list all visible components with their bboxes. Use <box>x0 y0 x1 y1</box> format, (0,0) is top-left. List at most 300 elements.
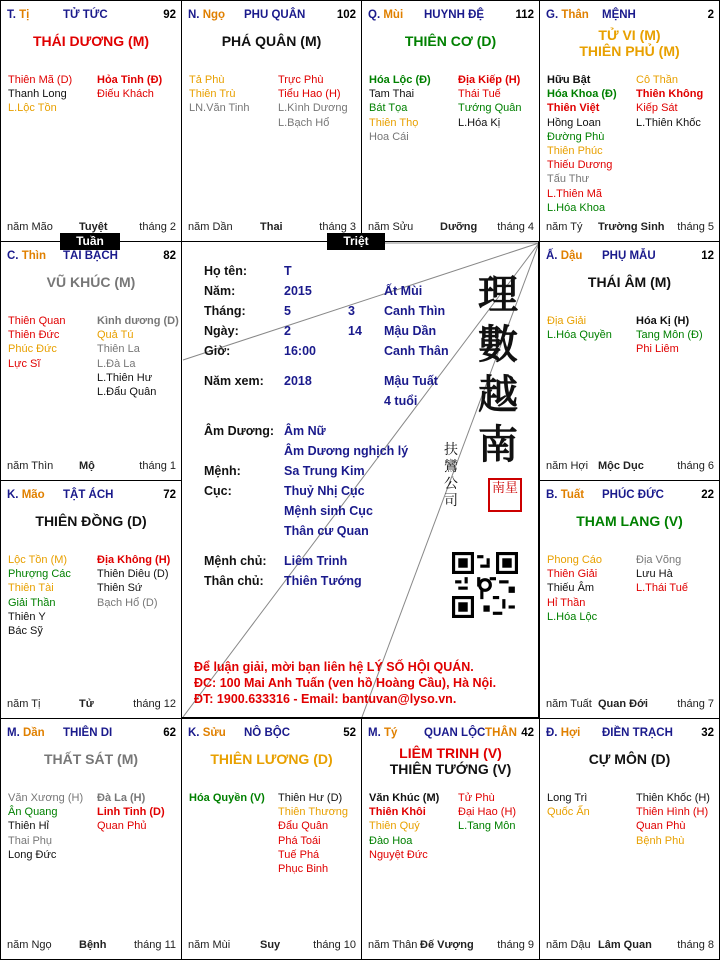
minor-stars-right <box>278 73 348 130</box>
palace-branch: Mùi <box>383 9 404 21</box>
palace-branch: Dậu <box>560 250 583 262</box>
minor-star: Thiên Việt <box>547 102 600 115</box>
minor-star: L.Thiên Mã <box>547 187 603 200</box>
minor-stars-right <box>97 553 170 610</box>
value-amduong: Âm Nữ <box>284 424 326 438</box>
minor-star: Thiên La <box>97 343 140 356</box>
minor-star: Giải Thần <box>8 596 56 609</box>
minor-star: Thiên Hỉ <box>8 820 49 833</box>
minor-star: Lưu Hà <box>636 568 673 581</box>
palace-stage: Bệnh <box>79 939 107 951</box>
palace-month: tháng 1 <box>139 460 176 472</box>
palace-position <box>546 250 582 262</box>
label-day: Ngày: <box>204 324 239 338</box>
palace-month: tháng 7 <box>677 698 714 710</box>
palace-footer <box>362 939 539 953</box>
value-cuc: Thuỷ Nhị Cục <box>284 484 365 498</box>
palace-month: tháng 4 <box>497 221 534 233</box>
palace-branch: Ngọ <box>202 9 226 21</box>
small-calligraphy-char: 扶 <box>444 442 458 458</box>
contact-line-3: ĐT: 1900.633316 - Email: bantuvan@lyso.vn. <box>194 692 457 706</box>
label-cuc: Cục: <box>204 484 232 498</box>
minor-star: Địa Không (H) <box>97 554 171 566</box>
palace-tuat <box>539 480 720 719</box>
palace-month: tháng 5 <box>677 221 714 233</box>
minor-star: Nguyệt Đức <box>369 848 428 861</box>
value-day-lunar: 14 <box>348 324 362 338</box>
value-cuc-relation: Mệnh sinh Cục <box>284 504 373 518</box>
palace-name: MỆNH <box>602 9 636 21</box>
minor-stars-left <box>369 73 431 144</box>
palace-header <box>540 727 719 741</box>
palace-month: tháng 10 <box>313 939 356 951</box>
palace-stage: Dưỡng <box>440 221 478 233</box>
minor-stars-left <box>8 553 71 638</box>
minor-star: Thiên Hình (H) <box>636 806 709 819</box>
minor-star: Thiên Khôi <box>369 806 426 819</box>
minor-star: Thiên Phúc <box>547 145 603 158</box>
palace-ti <box>0 0 182 242</box>
calligraphy-char: 南 <box>478 421 518 468</box>
palace-stem: N. <box>188 9 200 21</box>
label-hour: Giờ: <box>204 344 231 358</box>
minor-star: Hồng Loan <box>547 116 601 129</box>
minor-star: Đẩu Quân <box>278 820 329 833</box>
palace-footer <box>1 460 181 474</box>
palace-branch: Thân <box>561 9 589 21</box>
minor-star: Lực Sĩ <box>8 357 41 370</box>
palace-suu <box>181 718 362 960</box>
value-month-canchi: Canh Thìn <box>384 304 446 318</box>
palace-footer <box>1 698 181 712</box>
minor-star: Quan Phù <box>636 820 686 833</box>
value-month-solar: 5 <box>284 304 291 318</box>
main-star: THẤT SÁT (M) <box>43 751 139 767</box>
palace-number: 102 <box>336 9 356 21</box>
palace-name: QUAN LỘC <box>424 727 486 739</box>
minor-star: Đại Hao (H) <box>458 806 517 819</box>
palace-branch: Tuất <box>560 489 585 501</box>
value-month-lunar: 3 <box>348 304 355 318</box>
palace-branch: Tý <box>383 727 398 739</box>
minor-stars-right <box>636 73 703 130</box>
palace-ngo <box>181 0 362 242</box>
minor-star: Thiên Hư (D) <box>278 792 343 804</box>
minor-star: L.Tang Môn <box>458 820 516 833</box>
minor-star: Phượng Các <box>8 568 71 581</box>
palace-stem: Ấ. <box>546 250 558 262</box>
palace-stage: Tử <box>79 698 94 710</box>
palace-year: năm Tý <box>546 221 583 233</box>
palace-header <box>362 9 539 23</box>
palace-year: năm Tuất <box>546 698 592 710</box>
small-calligraphy-char: 公 <box>444 476 458 492</box>
main-star: THÁI ÂM (M) <box>587 274 672 290</box>
palace-footer <box>540 939 719 953</box>
value-hour: 16:00 <box>284 344 316 358</box>
palace-branch: Sửu <box>202 727 226 739</box>
minor-star: Thiên Khốc (H) <box>636 792 710 804</box>
minor-star: Quốc Ấn <box>547 806 590 819</box>
palace-name: TẬT ÁCH <box>63 489 114 501</box>
value-day-canchi: Mậu Dần <box>384 324 437 338</box>
palace-branch: Hợi <box>560 727 581 739</box>
palace-month: tháng 12 <box>133 698 176 710</box>
minor-star: Hóa Quyền (V) <box>189 792 265 804</box>
minor-stars-left <box>8 73 72 116</box>
main-star: PHÁ QUÂN (M) <box>221 33 322 49</box>
value-year-canchi: Ất Mùi <box>384 284 423 298</box>
calligraphy-char: 越 <box>478 371 518 418</box>
minor-star: L.Thiên Khốc <box>636 116 701 129</box>
minor-stars-right <box>97 791 165 834</box>
palace-number: 42 <box>521 727 534 739</box>
palace-year: năm Hợi <box>546 460 589 472</box>
value-menh: Sa Trung Kim <box>284 464 365 478</box>
palace-position <box>546 727 580 739</box>
palace-stem: G. <box>546 9 559 21</box>
minor-star: Tướng Quân <box>458 102 522 115</box>
minor-star: L.Kình Dương <box>278 102 348 115</box>
palace-ty <box>361 718 540 960</box>
minor-star: L.Bạch Hổ <box>278 116 330 129</box>
palace-number: 92 <box>163 9 176 21</box>
minor-star: Thiên Sứ <box>97 582 143 595</box>
palace-thin <box>0 241 182 481</box>
palace-name: PHỤ MẪU <box>602 250 656 262</box>
value-day-solar: 2 <box>284 324 291 338</box>
palace-header <box>1 9 181 23</box>
palace-number: 12 <box>701 250 714 262</box>
main-star: THIÊN ĐỒNG (D) <box>35 513 147 529</box>
minor-star: Thiên Thương <box>278 806 349 819</box>
minor-star: Thiên Y <box>8 610 46 623</box>
minor-star: LN.Văn Tinh <box>189 102 250 115</box>
minor-star: Thiên Tài <box>8 582 54 595</box>
minor-star: L.Hóa Quyền <box>547 329 612 342</box>
minor-star: L.Hóa Kị <box>458 116 501 129</box>
palace-year: năm Sửu <box>368 221 414 233</box>
palace-header <box>182 727 361 741</box>
value-than-chu: Thiên Tướng <box>284 574 362 588</box>
palace-name: ĐIỀN TRẠCH <box>602 727 673 739</box>
palace-position <box>368 9 403 21</box>
value-year: 2015 <box>284 284 312 298</box>
main-star: THIÊN CƠ (D) <box>404 33 497 49</box>
palace-header <box>182 9 361 23</box>
palace-branch: Dần <box>22 727 45 739</box>
minor-star: Linh Tinh (D) <box>97 806 165 819</box>
minor-star: Bạch Hổ (D) <box>97 596 158 609</box>
palace-stage: Suy <box>260 939 281 951</box>
palace-footer <box>362 221 539 235</box>
minor-star: Thái Tuế <box>458 88 501 101</box>
palace-number: 82 <box>163 250 176 262</box>
palace-position <box>368 727 397 739</box>
label-menh-chu: Mệnh chủ: <box>204 554 267 568</box>
minor-stars-left <box>547 791 590 819</box>
minor-star: Địa Giải <box>547 315 587 327</box>
palace-header <box>540 250 719 264</box>
palace-branch: Thìn <box>21 250 46 262</box>
value-than-cu: Thân cư Quan <box>284 524 369 538</box>
small-calligraphy-char: 司 <box>444 493 458 509</box>
label-name: Họ tên: <box>204 264 248 278</box>
palace-year: năm Dậu <box>546 939 591 951</box>
value-menh-chu: Liêm Trinh <box>284 554 348 568</box>
palace-name: TÀI BẠCH <box>63 250 118 262</box>
palace-header <box>540 489 719 503</box>
palace-stem: Q. <box>368 9 381 21</box>
palace-month: tháng 9 <box>497 939 534 951</box>
calligraphy-logo <box>468 270 528 470</box>
palace-name: THIÊN DI <box>63 727 113 739</box>
palace-position <box>188 9 225 21</box>
than-marker: THÂN <box>485 727 517 739</box>
minor-star: Trực Phù <box>278 74 324 86</box>
palace-stem: Đ. <box>546 727 558 739</box>
palace-number: 32 <box>701 727 714 739</box>
minor-star: Kình dương (D) <box>97 315 179 327</box>
minor-star: Văn Khúc (M) <box>369 792 440 804</box>
palace-stage: Tuyệt <box>79 221 108 233</box>
palace-dan <box>0 718 182 960</box>
minor-stars-right <box>636 314 703 357</box>
minor-star: Tả Phù <box>189 74 225 86</box>
minor-star: Kiếp Sát <box>636 102 678 115</box>
minor-stars-right <box>97 73 162 101</box>
palace-stem: M. <box>368 727 381 739</box>
minor-star: Thiên Quý <box>369 820 420 833</box>
minor-stars-left <box>189 791 265 805</box>
small-calligraphy <box>444 442 460 510</box>
minor-star: Lộc Tồn (M) <box>8 554 68 566</box>
palace-year: năm Mão <box>7 221 53 233</box>
minor-star: Hóa Khoa (Đ) <box>547 88 617 101</box>
palace-month: tháng 2 <box>139 221 176 233</box>
minor-stars-right <box>458 73 522 130</box>
palace-year: năm Thìn <box>7 460 54 472</box>
minor-star: Tiểu Hao (H) <box>278 88 341 101</box>
minor-star: Đường Phù <box>547 130 605 143</box>
palace-stem: K. <box>7 489 19 501</box>
minor-star: Phong Cáo <box>547 554 603 566</box>
minor-star: Quan Phủ <box>97 820 147 833</box>
label-menh: Mệnh: <box>204 464 241 478</box>
label-year: Năm: <box>204 284 236 298</box>
minor-star: Bệnh Phù <box>636 834 685 847</box>
main-star: THÁI DƯƠNG (M) <box>32 33 150 49</box>
palace-mui <box>361 0 540 242</box>
value-view-year-canchi: Mậu Tuất <box>384 374 438 388</box>
palace-header <box>1 489 181 503</box>
minor-star: Điếu Khách <box>97 88 154 101</box>
value-amduong-relation: Âm Dương nghịch lý <box>284 444 409 458</box>
minor-stars-right <box>278 791 348 876</box>
main-star: CỰ MÔN (D) <box>588 751 671 767</box>
minor-star: Hỏa Tinh (Đ) <box>97 74 163 86</box>
value-hour-canchi: Canh Thân <box>384 344 449 358</box>
label-month: Tháng: <box>204 304 246 318</box>
minor-star: Phục Binh <box>278 863 329 876</box>
palace-position <box>188 727 226 739</box>
contact-line-1: Để luận giải, mời bạn liên hệ LÝ SỐ HỘI QUÁN. <box>194 660 474 674</box>
palace-footer <box>540 221 719 235</box>
palace-header <box>362 727 539 741</box>
minor-star: Hỉ Thần <box>547 596 586 609</box>
minor-star: Đào Hoa <box>369 834 413 847</box>
minor-star: Thiên Giải <box>547 568 598 581</box>
minor-star: Hoa Cái <box>369 130 409 143</box>
main-star: THIÊN TƯỚNG (V) <box>389 761 512 777</box>
palace-stage: Trường Sinh <box>598 221 665 233</box>
minor-stars-left <box>189 73 250 116</box>
minor-stars-left <box>547 314 612 342</box>
palace-month: tháng 8 <box>677 939 714 951</box>
palace-name: HUYNH ĐỆ <box>424 9 485 21</box>
palace-name: NÔ BỘC <box>244 727 290 739</box>
palace-name: TỬ TỨC <box>63 9 108 21</box>
minor-star: Quả Tú <box>97 329 134 342</box>
minor-star: Thanh Long <box>8 88 67 101</box>
minor-star: Địa Võng <box>636 554 682 566</box>
minor-star: Thiên Quan <box>8 315 66 327</box>
palace-position <box>546 489 584 501</box>
palace-stem: B. <box>546 489 558 501</box>
palace-year: năm Tị <box>7 698 41 710</box>
label-than-chu: Thân chủ: <box>204 574 264 588</box>
minor-star: Bát Tọa <box>369 102 408 115</box>
palace-number: 62 <box>163 727 176 739</box>
minor-star: Hữu Bật <box>547 74 591 86</box>
minor-stars-left <box>547 553 602 624</box>
main-star: THIÊN LƯƠNG (D) <box>210 751 333 767</box>
minor-star: L.Đẩu Quân <box>97 386 157 399</box>
minor-star: L.Thiên Hư <box>97 371 153 384</box>
palace-stage: Thai <box>260 221 283 233</box>
small-calligraphy-char: 鸞 <box>444 459 458 475</box>
tuan-tag: Tuần <box>60 233 120 250</box>
palace-stem: T. <box>7 9 16 21</box>
palace-branch: Mão <box>21 489 45 501</box>
minor-star: Thiên Thọ <box>369 116 419 129</box>
palace-branch: Tị <box>19 9 30 21</box>
palace-number: 112 <box>515 9 534 21</box>
minor-star: Văn Xương (H) <box>8 792 84 804</box>
palace-stem: C. <box>7 250 19 262</box>
palace-number: 52 <box>343 727 356 739</box>
minor-star: Bác Sỹ <box>8 625 43 638</box>
palace-header <box>1 250 181 264</box>
minor-star: Hóa Kị (H) <box>636 315 690 327</box>
minor-star: Cô Thần <box>636 74 678 86</box>
palace-number: 2 <box>707 9 714 21</box>
palace-mao <box>0 480 182 719</box>
main-star: VŨ KHÚC (M) <box>46 274 136 290</box>
palace-stem: M. <box>7 727 20 739</box>
minor-star: Thiên Mã (D) <box>8 74 73 86</box>
minor-stars-left <box>369 791 439 862</box>
palace-footer <box>540 698 719 712</box>
label-view-year: Năm xem: <box>204 374 264 388</box>
minor-star: Thiên Không <box>636 88 704 101</box>
value-view-year: 2018 <box>284 374 312 388</box>
minor-stars-right <box>636 553 688 596</box>
main-star: THIÊN PHỦ (M) <box>579 43 680 59</box>
palace-year: năm Thân <box>368 939 418 951</box>
minor-star: Tấu Thư <box>547 173 590 186</box>
minor-star: L.Đà La <box>97 357 136 370</box>
minor-stars-left <box>547 73 617 215</box>
palace-header <box>540 9 719 23</box>
triet-tag: Triệt <box>327 233 385 250</box>
calligraphy-char: 理 <box>478 271 518 318</box>
minor-star: Tử Phù <box>458 792 495 804</box>
minor-star: Đà La (H) <box>97 792 146 804</box>
palace-stage: Mộc Dục <box>598 460 644 472</box>
minor-star: Phi Liêm <box>636 343 679 356</box>
palace-header <box>1 727 181 741</box>
palace-position <box>7 9 29 21</box>
minor-star: Phúc Đức <box>8 343 57 356</box>
palace-position <box>546 9 589 21</box>
palace-footer <box>182 939 361 953</box>
minor-star: Hóa Lộc (Đ) <box>369 74 431 86</box>
value-age: 4 tuổi <box>384 394 418 408</box>
minor-star: Long Trì <box>547 792 588 804</box>
palace-hoi <box>539 718 720 960</box>
calligraphy-char: 數 <box>478 321 518 368</box>
main-star: THAM LANG (V) <box>576 513 683 529</box>
minor-stars-right <box>458 791 516 834</box>
value-name: T <box>284 264 292 278</box>
minor-star: Thiếu Âm <box>547 582 595 595</box>
minor-star: Thiên Diêu (D) <box>97 568 169 581</box>
minor-star: Tam Thai <box>369 88 415 101</box>
palace-name: PHU QUÂN <box>244 9 306 21</box>
palace-month: tháng 6 <box>677 460 714 472</box>
minor-star: L.Thái Tuế <box>636 582 688 595</box>
palace-stage: Lâm Quan <box>598 939 652 951</box>
palace-year: năm Dần <box>188 221 233 233</box>
minor-star: Tang Môn (Đ) <box>636 329 703 342</box>
main-star: TỬ VI (M) <box>598 27 661 43</box>
minor-star: L.Hóa Khoa <box>547 201 606 214</box>
palace-month: tháng 3 <box>319 221 356 233</box>
palace-number: 72 <box>163 489 176 501</box>
palace-year: năm Ngọ <box>7 939 52 951</box>
palace-dau <box>539 241 720 481</box>
palace-position <box>7 727 45 739</box>
minor-stars-left <box>8 314 65 371</box>
minor-star: L.Hóa Lộc <box>547 610 598 623</box>
palace-stem: K. <box>188 727 200 739</box>
palace-year: năm Mùi <box>188 939 231 951</box>
minor-stars-right <box>97 314 179 399</box>
palace-position <box>7 489 45 501</box>
qr-code[interactable] <box>452 552 518 618</box>
palace-name: PHÚC ĐỨC <box>602 489 664 501</box>
contact-line-2: ĐC: 100 Mai Anh Tuấn (ven hồ Hoàng Cầu), Hà Nội. <box>194 676 497 690</box>
palace-footer <box>540 460 719 474</box>
minor-star: L.Lộc Tồn <box>8 102 57 115</box>
palace-footer <box>1 939 181 953</box>
minor-stars-left <box>8 791 83 862</box>
minor-star: Thiên Đức <box>8 329 60 342</box>
palace-stage: Mộ <box>79 460 95 472</box>
palace-than <box>539 0 720 242</box>
minor-star: Tuế Phá <box>278 848 320 861</box>
